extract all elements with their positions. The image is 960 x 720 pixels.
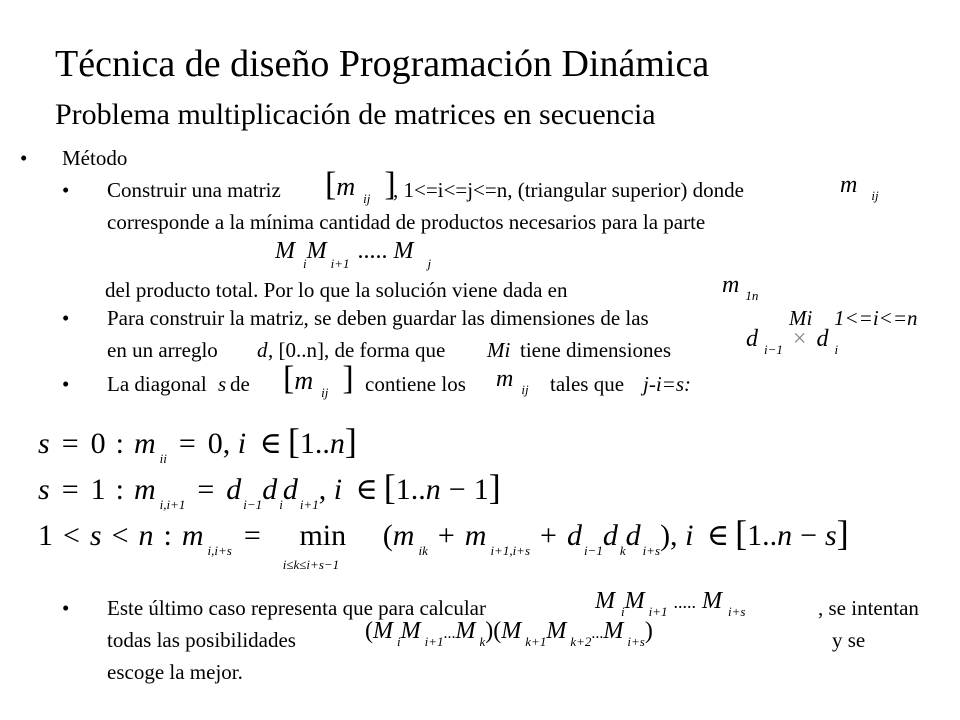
bullet2-mi: Mi (789, 306, 813, 330)
slide-title: Técnica de diseño Programación Dinámica (55, 43, 710, 85)
bullet2-range: 1<=i<=n (834, 306, 918, 330)
bullet3-text-c: tales que (550, 372, 625, 396)
bullet-dot-4: • (62, 596, 70, 620)
bullet3-de: de (230, 372, 250, 396)
min-operator: min (299, 519, 347, 552)
bullet2-mi-2: Mi (487, 338, 511, 362)
formula-2: s = 1 : m $_{i,i+1}$ = d $_{i-1}$d $_i$d $_{i+1}$, i ∈ [1..n − 1] (38, 467, 501, 512)
bullet3-text-b: contiene los (365, 372, 466, 396)
bullet-dot-2: • (62, 306, 70, 330)
slide-subtitle: Problema multiplicación de matrices en secuencia (55, 98, 656, 131)
bullet4-line3: escoge la mejor. (107, 660, 243, 684)
bullet-dot-3: • (62, 372, 70, 396)
bullet2-line2a: en un arreglo (107, 338, 218, 362)
matrix-mij-2: [m $_{ij}$ ] (283, 360, 354, 400)
bullet3-text-a: La diagonal (107, 372, 207, 396)
product-MiMj: M $_i$M $_{i+1}$ ..... M $_j$ (275, 238, 432, 271)
bullet3-s: s (218, 372, 227, 396)
product-split: (M $_i$M $_{i+1}$...M $_k$)(M $_{k+1}$M $_{k+2}$...M $_{i+s}$) (365, 618, 653, 649)
bullet4-line2b: y se (832, 628, 866, 652)
mij-inline: m $_{ij}$ (840, 172, 879, 203)
bullet2-line2b: , [0..n], de forma que (268, 338, 446, 362)
m1n: m $_{1n}$ (722, 272, 759, 303)
product-MiMis: M $_i$M $_{i+1}$ ..... M $_{i+s}$ (595, 588, 746, 619)
matrix-mij-1: [m $_{ij}$ ] (325, 166, 396, 206)
bullet1-line2: corresponde a la mínima cantidad de productos necesarios para la parte (107, 210, 706, 234)
bullet3-cond: j-i=s: (643, 372, 691, 396)
bullet2-line2c: tiene dimensiones (520, 338, 672, 362)
bullet1-text-b: , 1<=i<=j<=n, (triangular superior) donde (393, 178, 744, 202)
bullet4-line2: todas las posibilidades (107, 628, 296, 652)
dims-di1-di: d $_{i-1}$ × d $_i$ (746, 326, 839, 357)
bullet-dot-method: • (20, 146, 28, 170)
formula-1: s = 0 : m $_{ii}$ = 0, i ∈ [1..n] (38, 421, 357, 466)
bullet4-line1b: , se intentan (818, 596, 919, 620)
bullet-dot-1: • (62, 178, 70, 202)
method-label: Método (62, 146, 128, 170)
bullet4-line1: Este último caso representa que para calcular (107, 596, 486, 620)
bullet1-text-a: Construir una matriz (107, 178, 281, 202)
bullet2-d: d (257, 338, 268, 362)
bullet1-line4: del producto total. Por lo que la solución viene dada en (105, 278, 568, 302)
mij-inline-2: m $_{ij}$ (496, 366, 529, 397)
bullet2-text-a: Para construir la matriz, se deben guardar las dimensiones de las (107, 306, 649, 330)
formula-3: 1 < s < n : m $_{i,i+s}$ = min i≤k≤i+s−1 (m $_{ik}$ + m $_{i+1,i+s}$ + d $_{i-1}$d $_k$d $_{i+s}$), i ∈ [1..n − s] (38, 513, 849, 572)
